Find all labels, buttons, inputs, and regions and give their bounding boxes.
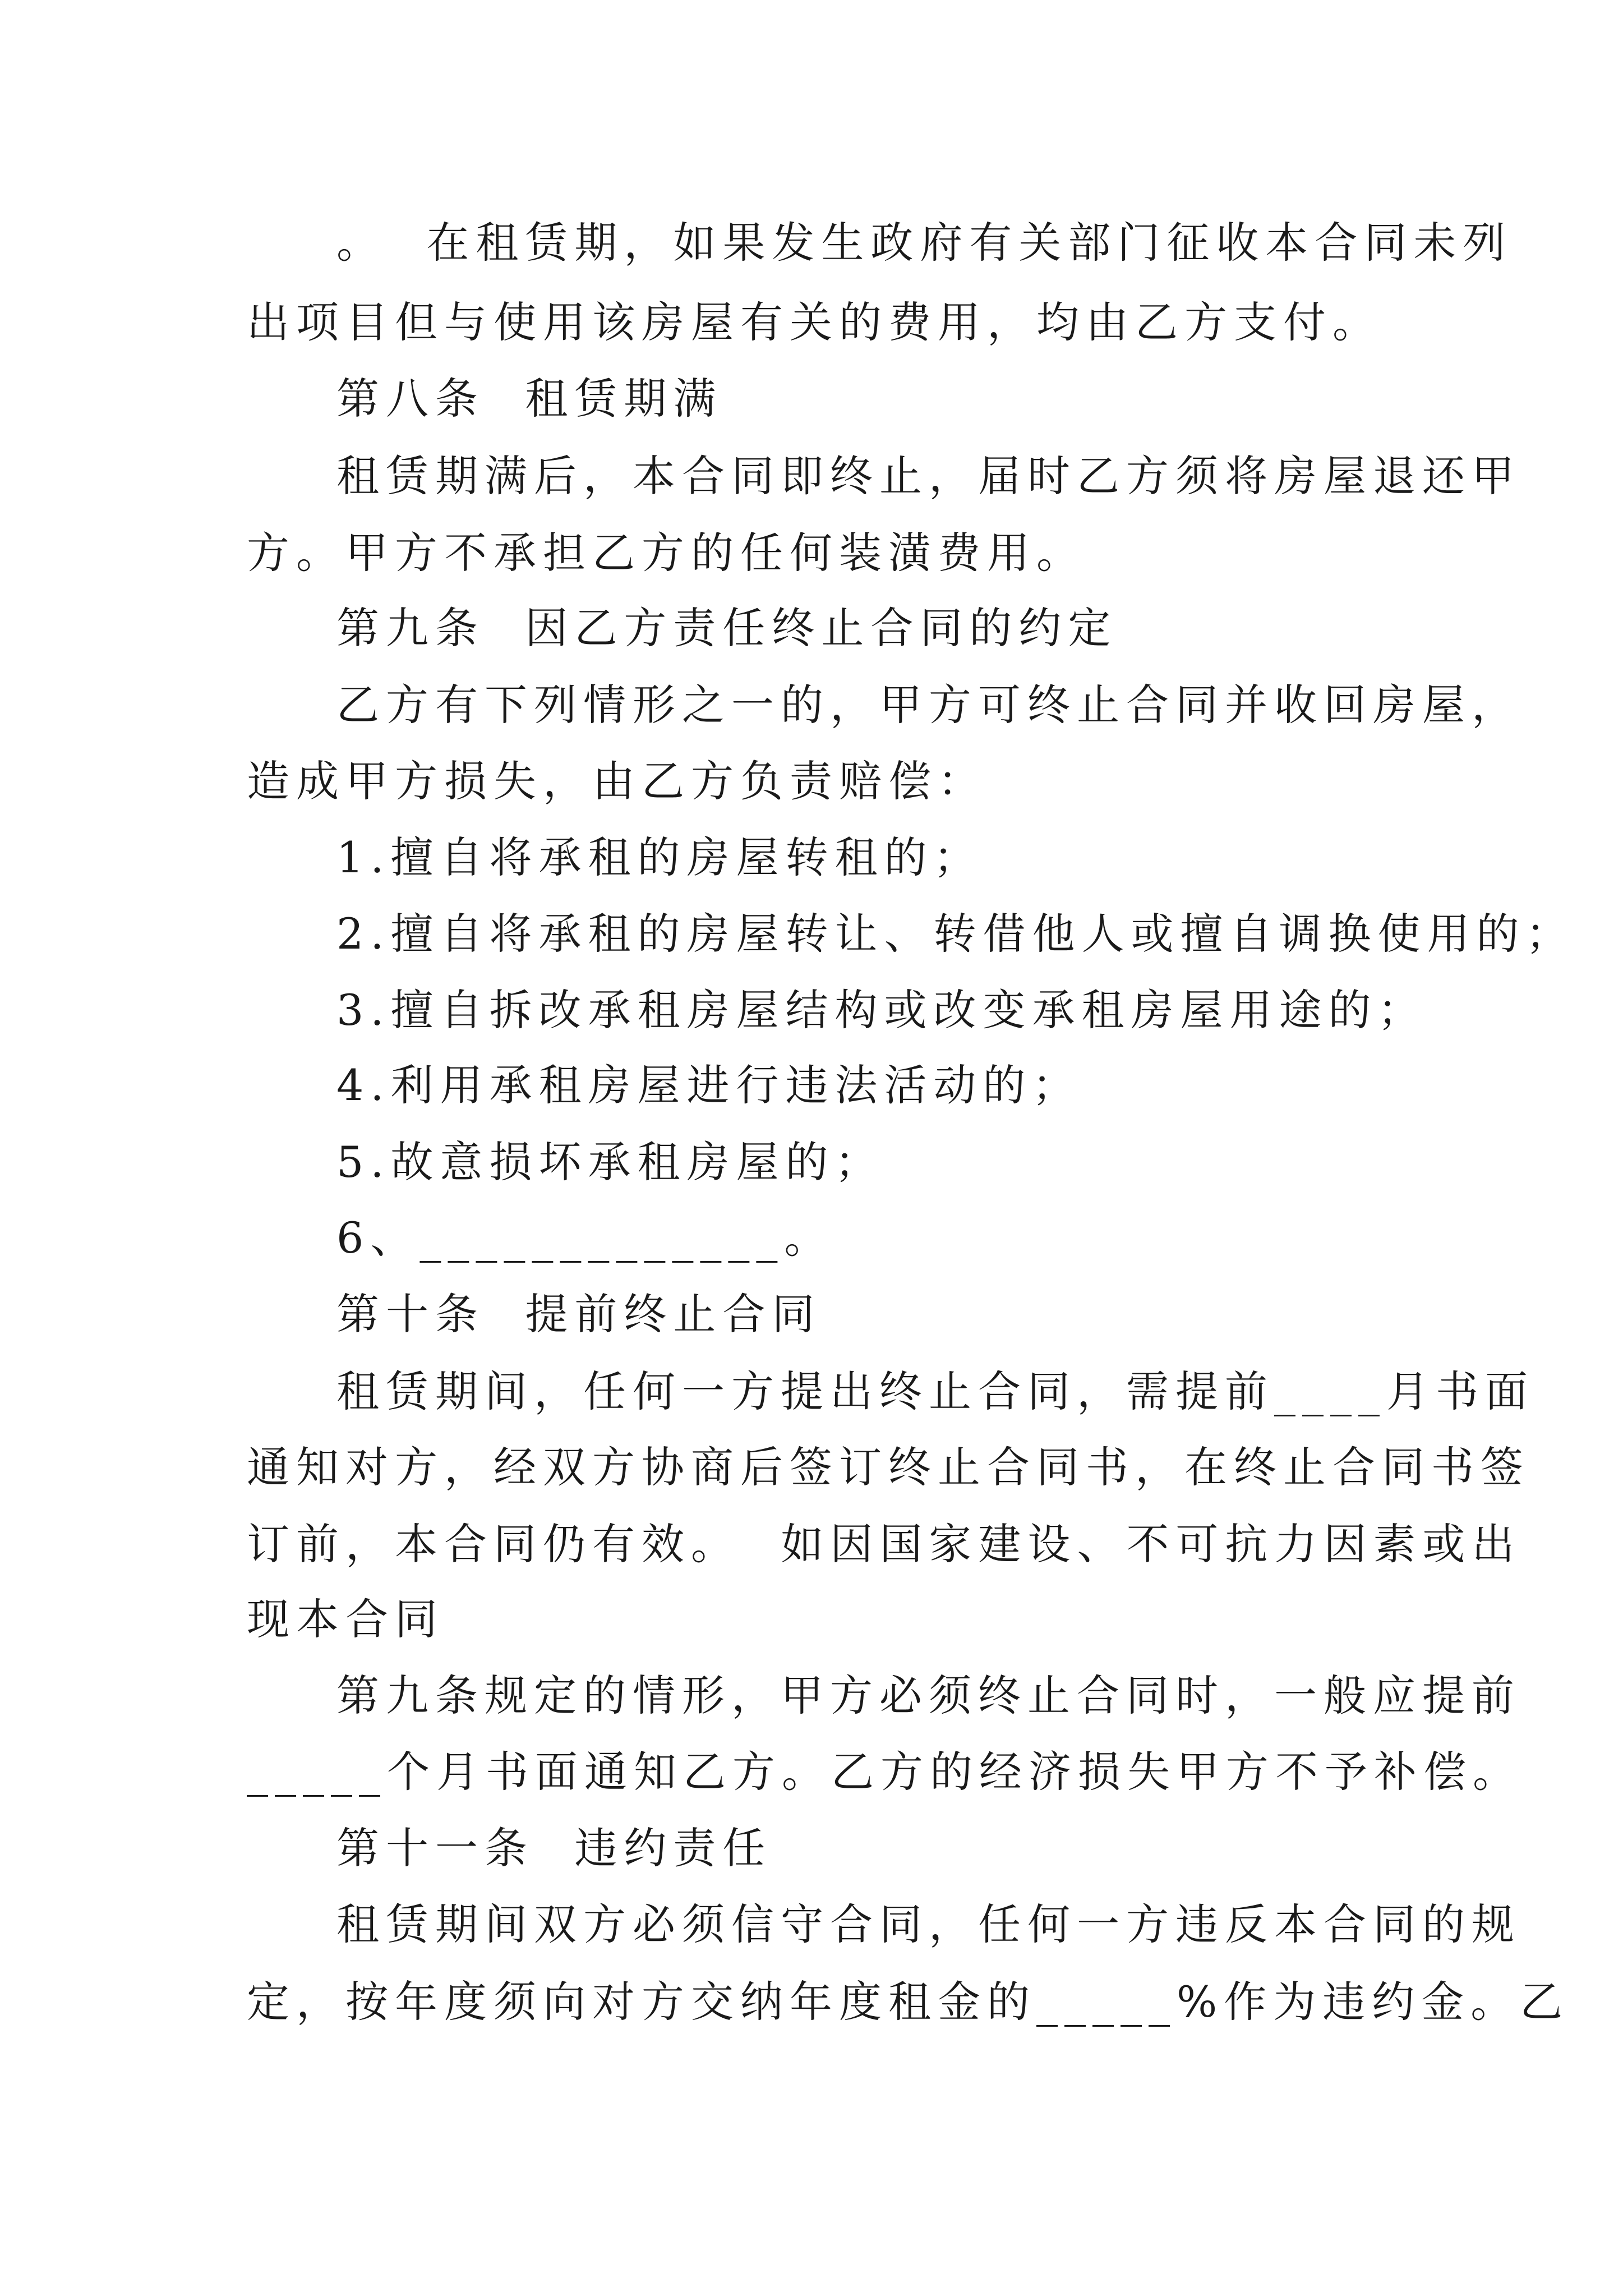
list-item-1: 1.擅自将承租的房屋转租的；: [336, 832, 983, 882]
section-heading-8: 第八条 租赁期满: [336, 374, 723, 424]
list-item-6: 6、_____________。: [336, 1213, 834, 1263]
paragraph-line-11: 第九条规定的情形，甲方必须终止合同时，一般应提前: [336, 1671, 1521, 1720]
paragraph-line-4: 方。甲方不承担乙方的任何装潢费用。: [247, 528, 1086, 578]
paragraph-line-5: 乙方有下列情形之一的，甲方可终止合同并收回房屋，: [336, 680, 1521, 730]
section-heading-9: 第九条 因乙方责任终止合同的约定: [336, 603, 1118, 653]
paragraph-line-13: 租赁期间双方必须信守合同，任何一方违反本合同的规: [336, 1899, 1521, 1949]
paragraph-line-3: 租赁期满后，本合同即终止，届时乙方须将房屋退还甲: [336, 451, 1521, 501]
list-item-3: 3.擅自拆改承租房屋结构或改变承租房屋用途的；: [336, 985, 1427, 1035]
list-item-2: 2.擅自将承租的房屋转让、转借他人或擅自调换使用的；: [336, 909, 1575, 959]
list-item-5: 5.故意损坏承租房屋的；: [336, 1137, 884, 1187]
paragraph-line-2: 出项目但与使用该房屋有关的费用，均由乙方支付。: [247, 297, 1382, 347]
paragraph-line-6: 造成甲方损失，由乙方负责赔偿：: [247, 756, 987, 806]
paragraph-line-9: 订前，本合同仍有效。 如因国家建设、不可抗力因素或出: [247, 1519, 1521, 1569]
paragraph-line-12: _____个月书面通知乙方。乙方的经济损失甲方不予补偿。: [247, 1747, 1522, 1797]
paragraph-line-7: 租赁期间，任何一方提出终止合同，需提前____月书面: [336, 1366, 1534, 1416]
list-item-4: 4.利用承租房屋进行违法活动的；: [336, 1060, 1082, 1110]
paragraph-line-8: 通知对方，经双方协商后签订终止合同书，在终止合同书签: [247, 1442, 1530, 1492]
paragraph-line-14: 定，按年度须向对方交纳年度租金的_____%作为违约金。乙: [247, 1977, 1570, 2027]
paragraph-line-1: 。 在租赁期，如果发生政府有关部门征收本合同未列: [336, 218, 1513, 268]
paragraph-line-10: 现本合同: [247, 1594, 444, 1644]
section-heading-11: 第十一条 违约责任: [336, 1823, 772, 1873]
section-heading-10: 第十条 提前终止合同: [336, 1289, 822, 1339]
